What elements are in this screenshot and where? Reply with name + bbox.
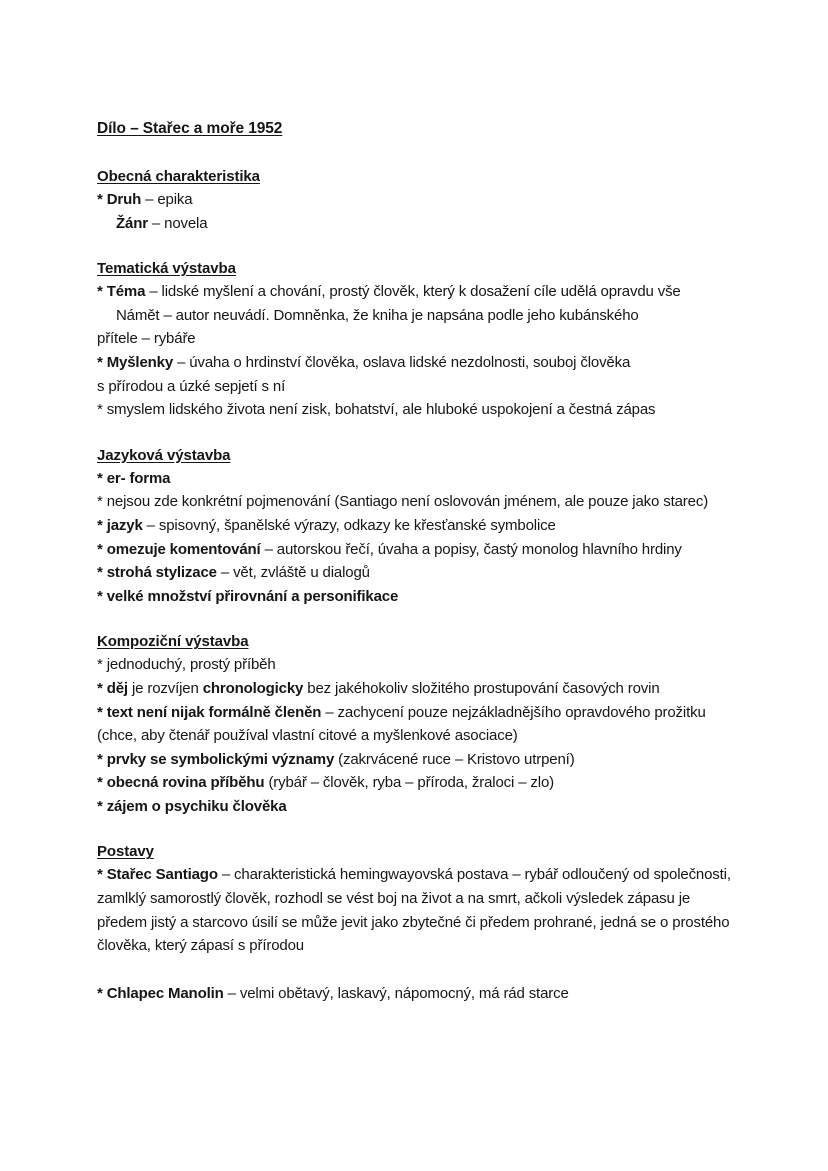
document-line bbox=[97, 467, 735, 491]
section bbox=[97, 840, 735, 1005]
line-text: přítele – rybáře bbox=[97, 330, 196, 348]
line-text: (zakrvácené ruce – Kristovo utrpení) bbox=[334, 750, 575, 768]
section-heading: Jazyková výstavba bbox=[97, 446, 231, 464]
line-term: * Druh bbox=[97, 191, 142, 208]
line-text: * nejsou zde konkrétní pojmenování (Santiago není oslovován jménem, ale pouze jako starec) bbox=[97, 493, 709, 511]
document-line bbox=[97, 280, 735, 304]
section-heading: Tematická výstavba bbox=[97, 260, 236, 278]
document-line bbox=[97, 653, 735, 677]
section bbox=[97, 630, 735, 818]
document-line bbox=[97, 188, 735, 212]
line-term: * strohá stylizace bbox=[97, 564, 217, 582]
line-term: * prvky se symbolickými významy bbox=[97, 750, 335, 768]
line-term: * omezuje komentování bbox=[97, 540, 261, 558]
section bbox=[97, 444, 735, 609]
line-text: * smyslem lidského života není zisk, bohatství, ale hluboké uspokojení a čestná zápas bbox=[97, 401, 656, 419]
line-text: – charakteristická hemingwayovská postava – rybář odloučený od společnosti, zamlklý samorostlý člověk, rozhodl se vést boj na život a na smrt, ačkoli výsledek zápasu je předem jistý a starcovo úsilí se může jevit jako zbytečné či předem prohrané, jedná se o prostého člověka, který zápasí s přírodou bbox=[97, 866, 735, 955]
document-line bbox=[97, 212, 735, 236]
line-text: – novela bbox=[147, 214, 208, 232]
title-spacer bbox=[97, 140, 735, 165]
line-term: Žánr bbox=[116, 214, 148, 232]
document-line bbox=[97, 398, 735, 422]
line-term: * děj bbox=[97, 679, 128, 697]
line-text: – velmi obětavý, laskavý, nápomocný, má rád starce bbox=[223, 984, 569, 1002]
document-line bbox=[97, 538, 735, 562]
line-text: – zachycení pouze nejzákladnějšího opravdového prožitku (chce, aby čtenář používal vlastní citové a myšlenkové asociace) bbox=[97, 703, 710, 745]
line-text: Námět – autor neuvádí. Domněnka, že kniha je napsána podle jeho kubánského bbox=[116, 306, 639, 324]
line-text: – lidské myšlení a chování, prostý člověk, který k dosažení cíle udělá opravdu vše bbox=[145, 283, 681, 301]
section-spacer bbox=[97, 608, 735, 630]
document-title: Dílo – Stařec a moře 1952 bbox=[97, 120, 283, 137]
line-text: (rybář – člověk, ryba – příroda, žraloci – zlo) bbox=[264, 774, 554, 792]
document-line bbox=[97, 375, 735, 399]
line-term-secondary: chronologicky bbox=[202, 679, 304, 697]
section-spacer bbox=[97, 422, 735, 444]
line-term: * obecná rovina příběhu bbox=[97, 774, 265, 792]
line-term: * text není nijak formálně členěn bbox=[97, 703, 322, 721]
document-line bbox=[97, 585, 735, 609]
line-text: – vět, zvláště u dialogů bbox=[216, 564, 370, 582]
line-text: – úvaha o hrdinství člověka, oslava lidské nezdolnosti, souboj člověka bbox=[173, 353, 631, 371]
document-line bbox=[97, 701, 735, 748]
section-heading: Postavy bbox=[97, 843, 154, 861]
document-line bbox=[97, 677, 735, 701]
line-term: * er- forma bbox=[97, 469, 171, 487]
line-term: * jazyk bbox=[97, 516, 143, 534]
line-text-secondary: bez jakéhokoliv složitého prostupování časových rovin bbox=[303, 679, 660, 697]
section bbox=[97, 165, 735, 235]
document-line bbox=[97, 561, 735, 585]
line-text: – epika bbox=[141, 191, 193, 208]
document-body bbox=[97, 118, 735, 1005]
section-heading: Obecná charakteristika bbox=[97, 168, 260, 185]
line-text: s přírodou a úzké sepjetí s ní bbox=[97, 377, 286, 395]
document-line bbox=[97, 514, 735, 538]
document-line bbox=[97, 490, 735, 514]
line-text: * jednoduchý, prostý příběh bbox=[97, 656, 276, 674]
section-spacer bbox=[97, 235, 735, 257]
line-text: – autorskou řečí, úvaha a popisy, častý monolog hlavního hrdiny bbox=[260, 540, 682, 558]
document-line bbox=[97, 982, 735, 1006]
line-term: * Myšlenky bbox=[97, 353, 174, 371]
line-text: – spisovný, španělské výrazy, odkazy ke křesťanské symbolice bbox=[142, 516, 556, 534]
line-term: * velké množství přirovnání a personifikace bbox=[97, 587, 399, 605]
document-line bbox=[97, 748, 735, 772]
section bbox=[97, 257, 735, 422]
sections-container bbox=[97, 165, 735, 1005]
line-term: * Téma bbox=[97, 283, 146, 301]
document-line bbox=[97, 863, 735, 957]
document-line bbox=[97, 351, 735, 375]
line-term: * Stařec Santiago bbox=[97, 866, 218, 884]
section-spacer bbox=[97, 818, 735, 840]
paragraph-spacer bbox=[97, 958, 735, 982]
document-line bbox=[97, 795, 735, 819]
line-term: * zájem o psychiku člověka bbox=[97, 797, 287, 815]
line-term: * Chlapec Manolin bbox=[97, 984, 224, 1002]
document-line bbox=[97, 771, 735, 795]
document-line bbox=[97, 304, 735, 328]
document-line bbox=[97, 327, 735, 351]
line-text: je rozvíjen bbox=[127, 679, 203, 697]
section-heading: Kompoziční výstavba bbox=[97, 633, 249, 651]
